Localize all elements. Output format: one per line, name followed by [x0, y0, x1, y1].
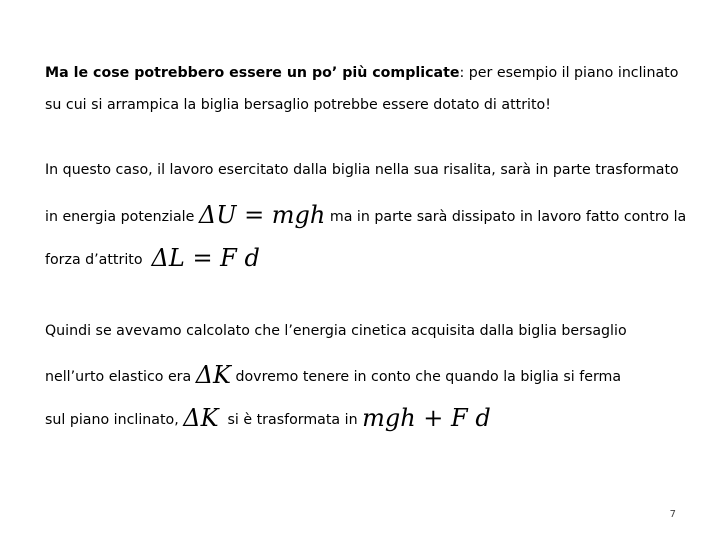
intro-rest: : per esempio il piano inclinato	[459, 65, 679, 81]
paragraph-2-line-3	[45, 246, 260, 270]
paragraph-3-line-1: Quindi se avevamo calcolato che l’energia cinetica acquisita dalla biglia bersaglio	[45, 323, 627, 339]
equation-delta-u: ΔU = mgh	[198, 201, 326, 229]
paragraph-1-line-2: su cui si arrampica la biglia bersaglio potrebbe essere dotato di attrito!	[45, 97, 551, 113]
text-dissipato: ma in parte sarà dissipato in lavoro fatto contro la	[329, 209, 687, 225]
paragraph-3-line-2	[45, 363, 621, 387]
bold-intro: Ma le cose potrebbero essere un po’ più complicate	[45, 65, 460, 81]
text-forza-attrito: forza d’attrito	[45, 252, 143, 268]
equation-delta-k: ΔK	[195, 361, 231, 389]
equation-total: mgh + F d	[362, 404, 491, 432]
text-dovremo-tenere: dovremo tenere in conto che quando la biglia si ferma	[235, 369, 622, 385]
paragraph-1-line-1	[45, 66, 678, 80]
equation-delta-l: ΔL = F d	[151, 244, 260, 272]
paragraph-2-line-2	[45, 203, 686, 227]
text-energia-potenziale: in energia potenziale	[45, 209, 195, 225]
text-piano-inclinato: sul piano inclinato,	[45, 412, 179, 428]
paragraph-2-line-1: In questo caso, il lavoro esercitato dalla biglia nella sua risalita, sarà in parte trasformato	[45, 162, 679, 178]
text-urto-elastico: nell’urto elastico era	[45, 369, 192, 385]
text-trasformata: si è trasformata in	[227, 412, 358, 428]
page-number: 7	[669, 509, 676, 520]
paragraph-3-line-3	[45, 406, 491, 430]
equation-delta-k-2: ΔK	[183, 404, 219, 432]
